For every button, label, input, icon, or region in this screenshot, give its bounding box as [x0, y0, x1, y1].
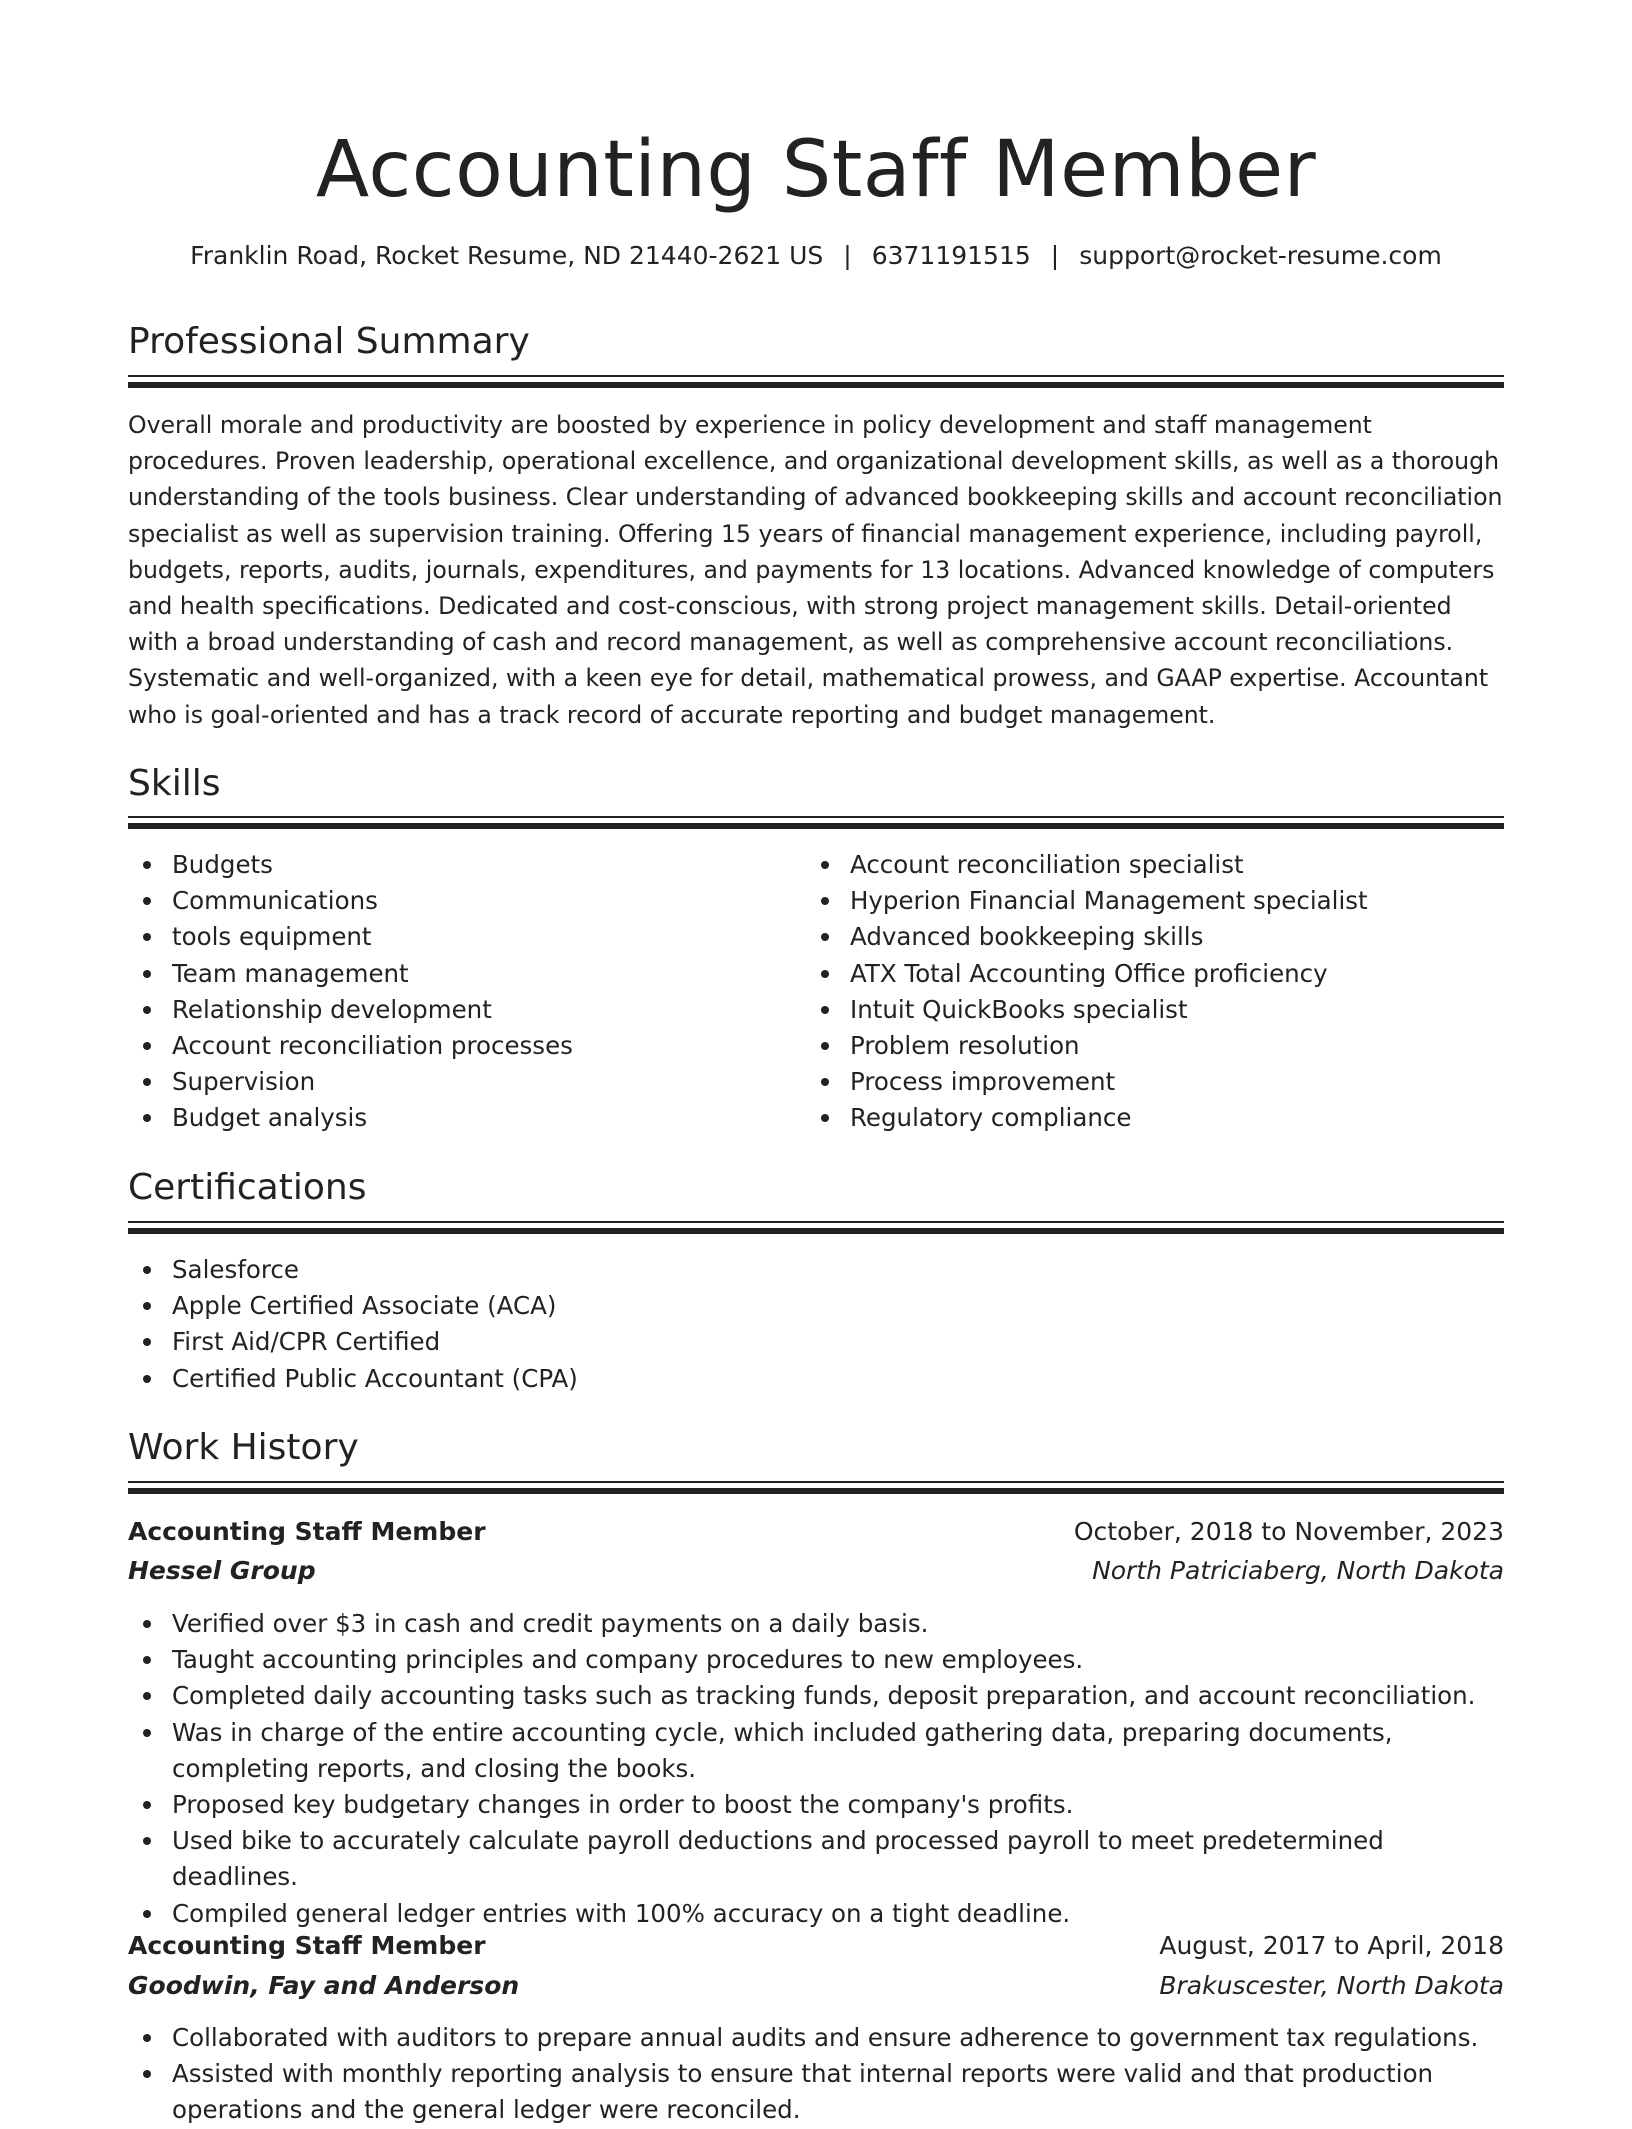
- certification-item: Salesforce: [128, 1252, 1504, 1288]
- job-bullet: Taught accounting principles and company procedures to new employees.: [128, 1642, 1504, 1678]
- job-bullet: Proposed key budgetary changes in order to boost the company's profits.: [128, 1787, 1504, 1823]
- section-title-summary: Professional Summary: [128, 321, 530, 362]
- job-responsibilities: [128, 2020, 1504, 2129]
- job-bullet: Completed daily accounting tasks such as tracking funds, deposit preparation, and account reconciliation.: [128, 1678, 1504, 1714]
- certification-item: Certified Public Accountant (CPA): [128, 1361, 1504, 1397]
- contact-email: support@rocket-resume.com: [1079, 241, 1442, 270]
- resume-name: Accounting Staff Member: [315, 125, 1317, 215]
- certification-item: First Aid/CPR Certified: [128, 1324, 1504, 1360]
- section-title-work-history: Work History: [128, 1427, 359, 1468]
- section-divider: [128, 1481, 1504, 1495]
- job-bullet: Was in charge of the entire accounting cycle, which included gathering data, preparing documents, completing reports, and closing the books.: [128, 1715, 1504, 1787]
- summary-text: Overall morale and productivity are boosted by experience in policy development and staff management procedures. Proven leadership, operational excellence, and organizational development skills, as well as a thorough understanding of the tools business. Clear understanding of advanced bookkeeping skills and account reconciliation specialist as well as supervision training. Offering 15 years of financial management experience, including payroll, budgets, reports, audits, journals, expenditures, and payments for 13 locations. Advanced knowledge of computers and health specifications. Dedicated and cost-conscious, with strong project management skills. Detail-oriented with a broad understanding of cash and record management, as well as comprehensive account reconciliations. Systematic and well-organized, with a keen eye for detail, mathematical prowess, and GAAP expertise. Accountant who is goal-oriented and has a track record of accurate reporting and budget management.: [128, 411, 1503, 729]
- skill-item: Team management: [128, 956, 788, 992]
- job-dates: August, 2017 to April, 2018: [1159, 1931, 1504, 1960]
- section-divider: [128, 1221, 1504, 1235]
- skill-item: Communications: [128, 883, 788, 919]
- skill-item: Regulatory compliance: [806, 1100, 1504, 1136]
- skill-item: ATX Total Accounting Office proficiency: [806, 956, 1504, 992]
- skills-list-right: [806, 847, 1504, 1137]
- contact-line: [0, 238, 1632, 274]
- section-title-skills: Skills: [128, 763, 221, 804]
- skill-item: Problem resolution: [806, 1028, 1504, 1064]
- skills-list-left: [128, 847, 788, 1137]
- contact-phone: 6371191515: [871, 241, 1031, 270]
- skill-item: Budget analysis: [128, 1100, 788, 1136]
- job-company: Hessel Group: [128, 1556, 316, 1585]
- section-divider: [128, 816, 1504, 830]
- job-bullet: Verified over $3 in cash and credit payments on a daily basis.: [128, 1606, 1504, 1642]
- section-divider: [128, 375, 1504, 389]
- job-bullet: Assisted with monthly reporting analysis to ensure that internal reports were valid and that production operations and the general ledger were reconciled.: [128, 2056, 1504, 2128]
- contact-separator: |: [1050, 241, 1060, 270]
- skill-item: Process improvement: [806, 1064, 1504, 1100]
- skill-item: Relationship development: [128, 992, 788, 1028]
- job-subheader: [128, 1552, 1504, 1590]
- contact-separator: |: [843, 241, 852, 270]
- contact-address: Franklin Road, Rocket Resume, ND 21440-2621 US: [190, 241, 824, 270]
- skill-item: Advanced bookkeeping skills: [806, 919, 1504, 955]
- job-company: Goodwin, Fay and Anderson: [128, 1971, 520, 2000]
- job-bullet: Compiled general ledger entries with 100% accuracy on a tight deadline.: [128, 1896, 1504, 1932]
- job-location: North Patriciaberg, North Dakota: [1092, 1556, 1504, 1585]
- skill-item: Account reconciliation processes: [128, 1028, 788, 1064]
- skill-item: Hyperion Financial Management specialist: [806, 883, 1504, 919]
- skill-item: Budgets: [128, 847, 788, 883]
- skill-item: Supervision: [128, 1064, 788, 1100]
- skill-item: Intuit QuickBooks specialist: [806, 992, 1504, 1028]
- job-title: Accounting Staff Member: [128, 1517, 486, 1546]
- job-header: [128, 1513, 1504, 1551]
- job-location: Brakuscester, North Dakota: [1159, 1971, 1504, 2000]
- job-responsibilities: [128, 1606, 1504, 1932]
- job-bullet: Used bike to accurately calculate payroll deductions and processed payroll to meet predetermined deadlines.: [128, 1823, 1504, 1895]
- job-bullet: Collaborated with auditors to prepare annual audits and ensure adherence to government tax regulations.: [128, 2020, 1504, 2056]
- certifications-list: [128, 1252, 1504, 1397]
- section-title-certifications: Certifications: [128, 1167, 367, 1208]
- job-header: [128, 1927, 1504, 1965]
- job-title: Accounting Staff Member: [128, 1931, 486, 1960]
- job-dates: October, 2018 to November, 2023: [1073, 1517, 1504, 1546]
- certification-item: Apple Certified Associate (ACA): [128, 1288, 1504, 1324]
- skill-item: tools equipment: [128, 919, 788, 955]
- skill-item: Account reconciliation specialist: [806, 847, 1504, 883]
- job-subheader: [128, 1967, 1504, 2005]
